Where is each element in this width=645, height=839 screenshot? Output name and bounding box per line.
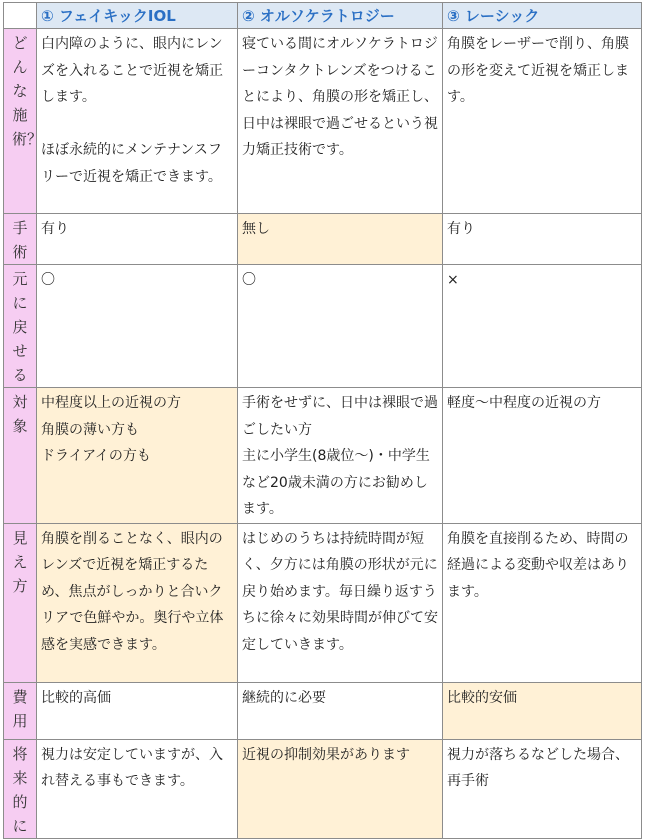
cell-surgery-lasik: 有り [443,214,642,265]
row-label-vision: 見え方 [4,523,37,682]
row-label-reversible: 元に戻せる [4,265,37,388]
cell-vision-phakic-iol: 角膜を削ることなく、眼内のレンズで近視を矯正するため、焦点がしっかりと合いクリアで色鮮やか。奥行や立体感を実感できます。 [37,523,238,682]
header-orthokeratology: ② オルソケラトロジー [238,3,443,29]
cell-cost-phakic-iol: 比較的高価 [37,682,238,739]
row-label-target: 対象 [4,388,37,524]
cell-treatment-lasik: 角膜をレーザーで削り、角膜の形を変えて近視を矯正します。 [443,29,642,214]
table-row [4,388,642,524]
cell-future-lasik: 視力が落ちるなどした場合、再手術 [443,739,642,838]
cell-target-lasik: 軽度～中程度の近視の方 [443,388,642,524]
cell-vision-lasik: 角膜を直接削るため、時間の経過による変動や収差はあります。 [443,523,642,682]
cell-target-orthokeratology: 手術をせずに、日中は裸眼で過ごしたい方 主に小学生(8歳位～)・中学生など20歳未満の方にお勧めします。 [238,388,443,524]
cell-target-phakic-iol: 中程度以上の近視の方 角膜の薄い方も ドライアイの方も [37,388,238,524]
table-row [4,523,642,682]
table-row [4,214,642,265]
row-label-surgery: 手術 [4,214,37,265]
cell-cost-orthokeratology: 継続的に必要 [238,682,443,739]
table-row [4,739,642,838]
cell-cost-lasik: 比較的安価 [443,682,642,739]
cell-vision-orthokeratology: はじめのうちは持続時間が短く、夕方には角膜の形状が元に戻り始めます。毎日繰り返すうちに徐々に効果時間が伸びて安定していきます。 [238,523,443,682]
table-row [4,265,642,388]
row-label-future: 将来的に [4,739,37,838]
header-corner [4,3,37,29]
row-label-treatment: どんな施術？ [4,29,37,214]
row-label-cost: 費用 [4,682,37,739]
cell-treatment-phakic-iol: 白内障のように、眼内にレンズを入れることで近視を矯正します。 ほぼ永続的にメンテナンスフリーで近視を矯正できます。 [37,29,238,214]
table-row [4,29,642,214]
cell-future-orthokeratology: 近視の抑制効果があります [238,739,443,838]
header-lasik: ③ レーシック [443,3,642,29]
cell-reversible-orthokeratology: 〇 [238,265,443,388]
cell-reversible-phakic-iol: 〇 [37,265,238,388]
cell-reversible-lasik: × [443,265,642,388]
cell-future-phakic-iol: 視力は安定していますが、入れ替える事もできます。 [37,739,238,838]
table-row [4,682,642,739]
comparison-table [3,2,642,839]
header-row [4,3,642,29]
cell-surgery-phakic-iol: 有り [37,214,238,265]
cell-surgery-orthokeratology: 無し [238,214,443,265]
cell-treatment-orthokeratology: 寝ている間にオルソケラトロジーコンタクトレンズをつけることにより、角膜の形を矯正し、日中は裸眼で過ごせるという視力矯正技術です。 [238,29,443,214]
header-phakic-iol: ① フェイキックIOL [37,3,238,29]
